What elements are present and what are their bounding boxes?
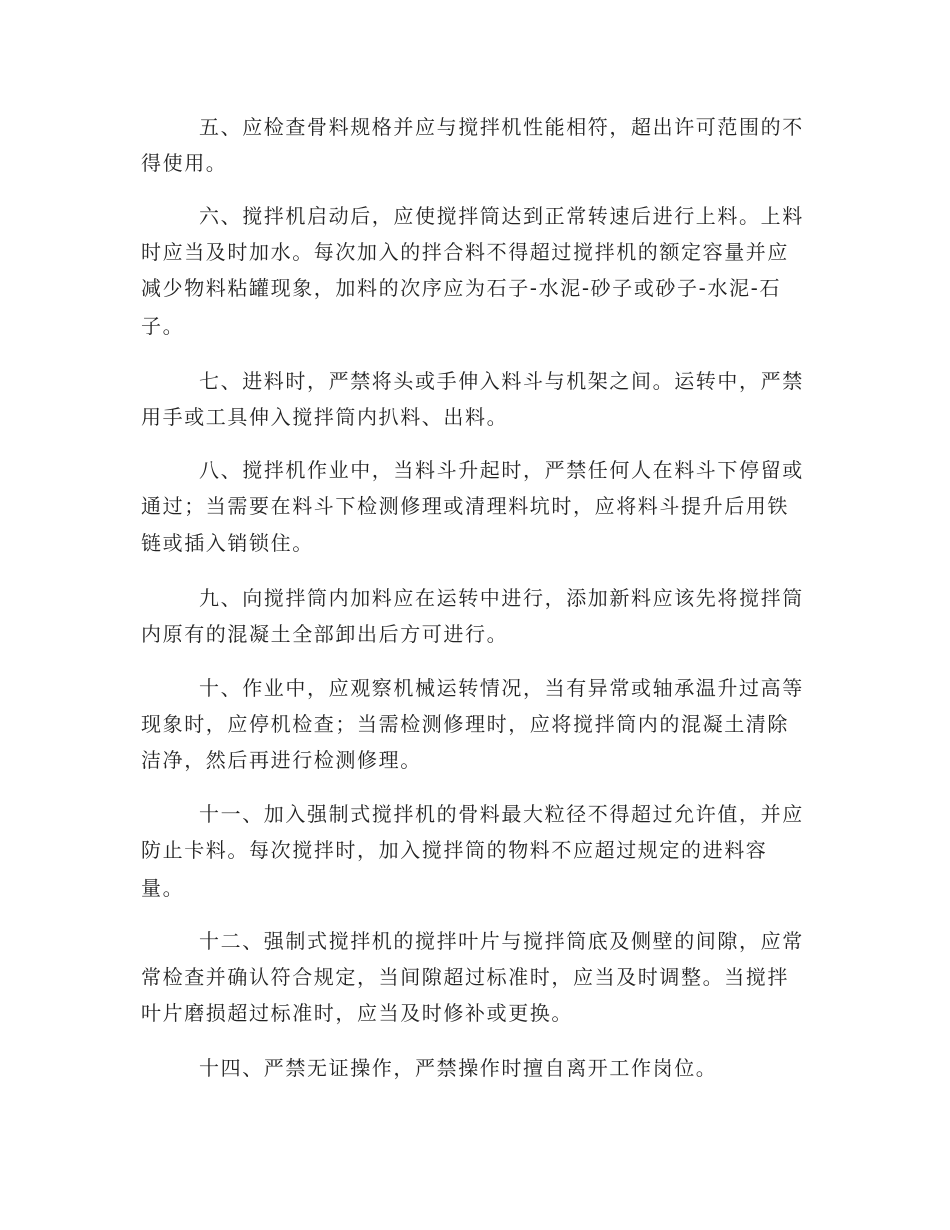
- paragraph-7-line-2: 用手或工具伸入搅拌筒内扒料、出料。: [141, 405, 509, 429]
- paragraph-14-line-1: 十四、严禁无证操作，严禁操作时擅自离开工作岗位。: [199, 1056, 718, 1080]
- paragraph-10-line-3: 洁净，然后再进行检测修理。: [141, 748, 422, 772]
- paragraph-12-line-1: 十二、强制式搅拌机的搅拌叶片与搅拌筒底及侧壁的间隙，应常: [199, 929, 804, 953]
- paragraph-8-line-3: 链或插入销锁住。: [141, 531, 314, 555]
- paragraph-5-line-2: 得使用。: [141, 151, 228, 175]
- paragraph-8-line-2: 通过；当需要在料斗下检测修理或清理料坑时，应将料斗提升后用铁: [141, 494, 789, 518]
- paragraph-9-line-1: 九、向搅拌筒内加料应在运转中进行，添加新料应该先将搅拌筒: [199, 586, 804, 610]
- paragraph-11-line-3: 量。: [141, 876, 185, 900]
- paragraph-12-line-2: 常检查并确认符合规定，当间隙超过标准时，应当及时调整。当搅拌: [141, 965, 789, 989]
- paragraph-11-line-2: 防止卡料。每次搅拌时，加入搅拌筒的物料不应超过规定的进料容: [141, 838, 768, 862]
- paragraph-6-line-4: 子。: [141, 314, 185, 338]
- paragraph-12-line-3: 叶片磨损超过标准时，应当及时修补或更换。: [141, 1001, 573, 1025]
- paragraph-9-line-2: 内原有的混凝土全部卸出后方可进行。: [141, 622, 509, 646]
- paragraph-6-line-1: 六、搅拌机启动后，应使搅拌筒达到正常转速后进行上料。上料: [199, 204, 804, 228]
- paragraph-6-line-2: 时应当及时加水。每次加入的拌合料不得超过搅拌机的额定容量并应: [141, 240, 789, 264]
- paragraph-10-line-1: 十、作业中，应观察机械运转情况，当有异常或轴承温升过高等: [199, 676, 804, 700]
- paragraph-10-line-2: 现象时，应停机检查；当需检测修理时，应将搅拌筒内的混凝土清除: [141, 712, 789, 736]
- paragraph-11-line-1: 十一、加入强制式搅拌机的骨料最大粒径不得超过允许值，并应: [199, 802, 804, 826]
- paragraph-8-line-1: 八、搅拌机作业中，当料斗升起时，严禁任何人在料斗下停留或: [199, 458, 804, 482]
- paragraph-5-line-1: 五、应检查骨料规格并应与搅拌机性能相符，超出许可范围的不: [199, 115, 804, 139]
- paragraph-7-line-1: 七、进料时，严禁将头或手伸入料斗与机架之间。运转中，严禁: [199, 369, 804, 393]
- paragraph-6-line-3: 减少物料粘罐现象，加料的次序应为石子-水泥-砂子或砂子-水泥-石: [141, 276, 782, 300]
